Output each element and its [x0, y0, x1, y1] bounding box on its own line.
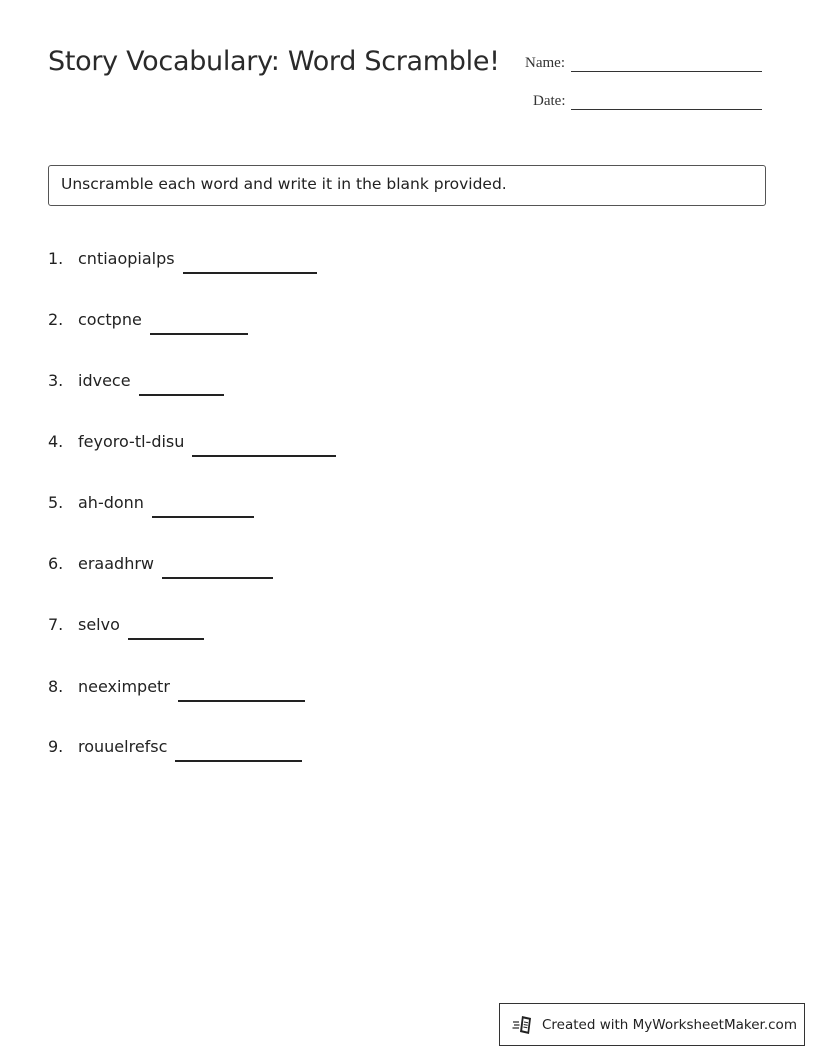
scrambled-word: idvece [78, 371, 131, 390]
answer-blank-line [178, 682, 305, 702]
answer-blank-line [183, 254, 317, 274]
scrambled-word: cntiaopialps [78, 249, 175, 268]
item-number: 8. [48, 677, 64, 696]
item-number: 6. [48, 554, 64, 573]
scrambled-word: feyoro-tl-disu [78, 432, 185, 451]
answer-blank-line [192, 437, 336, 457]
list-item [48, 549, 273, 573]
page-title: Story Vocabulary: Word Scramble! [48, 46, 500, 77]
list-item [48, 305, 248, 329]
item-number: 3. [48, 371, 64, 390]
item-number: 7. [48, 615, 64, 634]
item-number: 1. [48, 249, 64, 268]
worksheet-maker-logo-icon [512, 1014, 534, 1036]
list-item [48, 427, 336, 451]
list-item [48, 366, 224, 390]
scrambled-word: eraadhrw [78, 554, 154, 573]
list-item [48, 488, 254, 512]
item-number: 5. [48, 493, 64, 512]
name-label: Name: [525, 55, 565, 71]
item-number: 2. [48, 310, 64, 329]
answer-blank-line [152, 498, 254, 518]
scrambled-word: neeximpetr [78, 677, 170, 696]
item-number: 4. [48, 432, 64, 451]
answer-blank-line [139, 376, 224, 396]
scrambled-word: coctpne [78, 310, 142, 329]
answer-blank-line [175, 742, 302, 762]
name-field-row [525, 53, 762, 72]
list-item [48, 672, 305, 696]
instructions-box: Unscramble each word and write it in the blank provided. [48, 165, 766, 206]
list-item [48, 244, 317, 268]
item-number: 9. [48, 737, 64, 756]
answer-blank-line [150, 315, 248, 335]
name-blank-line [571, 53, 762, 72]
footer-credit-link[interactable] [499, 1003, 805, 1046]
date-label: Date: [533, 93, 566, 109]
scrambled-word: ah-donn [78, 493, 144, 512]
date-blank-line [571, 91, 762, 110]
footer-text: Created with MyWorksheetMaker.com [542, 1016, 797, 1033]
list-item [48, 732, 302, 756]
date-field-row [533, 91, 762, 110]
answer-blank-line [162, 559, 273, 579]
scrambled-word: selvo [78, 615, 120, 634]
list-item [48, 610, 204, 634]
answer-blank-line [128, 620, 204, 640]
scrambled-word: rouuelrefsc [78, 737, 168, 756]
